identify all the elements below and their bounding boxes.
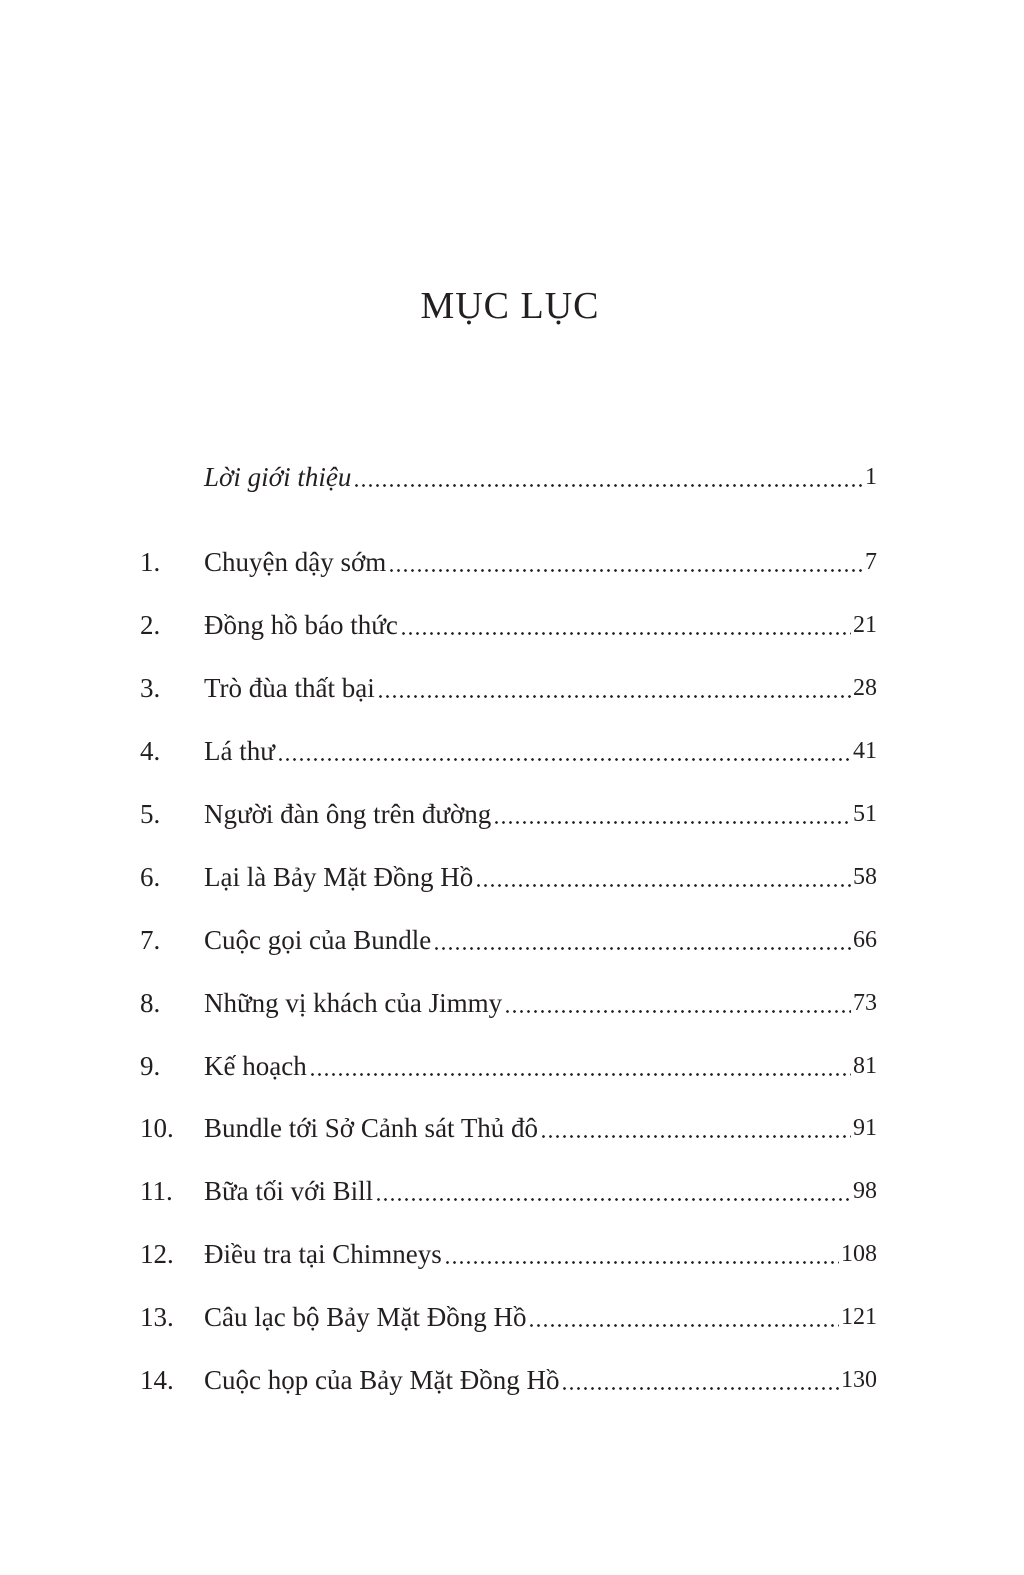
dot-leader — [375, 1173, 851, 1209]
dot-leader — [528, 1299, 839, 1335]
toc-entry-title: Lời giới thiệu — [204, 462, 352, 492]
toc-entry-title: Kế hoạch — [204, 1051, 307, 1081]
dot-leader — [561, 1362, 839, 1398]
toc-entry-number: 1. — [140, 547, 161, 577]
toc-entry-page: 73 — [853, 990, 877, 1016]
toc-entry[interactable] — [140, 792, 877, 832]
page-title: MỤC LỤC — [420, 285, 600, 327]
toc-entry-title: Trò đùa thất bại — [204, 673, 375, 703]
toc-entry-title: Lại là Bảy Mặt Đồng Hồ — [204, 862, 474, 892]
toc-entry-page: 121 — [841, 1304, 877, 1330]
dot-leader — [388, 544, 863, 580]
toc-entry-number: 12. — [140, 1239, 174, 1269]
toc-entry[interactable] — [140, 1232, 877, 1272]
toc-entry-number: 13. — [140, 1302, 174, 1332]
toc-entry[interactable] — [140, 540, 877, 580]
toc-entry-title: Những vị khách của Jimmy — [204, 988, 503, 1018]
toc-entry-page: 58 — [853, 864, 877, 890]
dot-leader — [493, 796, 851, 832]
toc-entry-title: Lá thư — [204, 736, 275, 766]
toc-entry-title: Điều tra tại Chimneys — [204, 1239, 442, 1269]
toc-entry-page: 66 — [853, 927, 877, 953]
toc-entry-number: 14. — [140, 1365, 174, 1395]
dot-leader — [433, 922, 851, 958]
toc-entry[interactable] — [140, 666, 877, 706]
toc-entry-page: 21 — [853, 612, 877, 638]
toc-entry-title: Câu lạc bộ Bảy Mặt Đồng Hồ — [204, 1302, 527, 1332]
toc-entry-number: 7. — [140, 925, 161, 955]
dot-leader — [475, 859, 851, 895]
toc-entry-page: 7 — [865, 549, 877, 575]
toc-entry-number: 5. — [140, 799, 161, 829]
toc-entry-number: 3. — [140, 673, 161, 703]
toc-entry[interactable] — [140, 855, 877, 895]
toc-entry-number: 4. — [140, 736, 161, 766]
toc-entry[interactable] — [140, 1044, 877, 1084]
toc-entry-number: 10. — [140, 1113, 174, 1143]
toc-entry-page: 91 — [853, 1115, 877, 1141]
toc-entry-title: Cuộc họp của Bảy Mặt Đồng Hồ — [204, 1365, 560, 1395]
toc-entry-page: 51 — [853, 801, 877, 827]
toc-entry[interactable] — [140, 981, 877, 1021]
toc-entry-number: 9. — [140, 1051, 161, 1081]
toc-entry[interactable] — [140, 1169, 877, 1209]
toc-entry-number: 8. — [140, 988, 161, 1018]
toc-entry-number: 2. — [140, 610, 161, 640]
toc-entry-intro[interactable] — [140, 455, 877, 495]
toc-entry[interactable] — [140, 918, 877, 958]
toc-entry-page: 108 — [841, 1241, 877, 1267]
dot-leader — [504, 985, 851, 1021]
dot-leader — [353, 459, 863, 495]
toc-entry-title: Đồng hồ báo thức — [204, 610, 398, 640]
dot-leader — [540, 1110, 851, 1146]
toc-entry-page: 41 — [853, 738, 877, 764]
toc-entry-number: 11. — [140, 1176, 173, 1206]
dot-leader — [444, 1236, 839, 1272]
dot-leader — [309, 1048, 851, 1084]
toc-entry-page: 98 — [853, 1178, 877, 1204]
toc-entry[interactable] — [140, 1106, 877, 1146]
toc-entry[interactable] — [140, 1295, 877, 1335]
toc-entry-page: 28 — [853, 675, 877, 701]
toc-entry-title: Bữa tối với Bill — [204, 1176, 374, 1206]
toc-entry-page: 81 — [853, 1053, 877, 1079]
toc-entry-page: 1 — [865, 464, 877, 490]
toc-entry-title: Cuộc gọi của Bundle — [204, 925, 432, 955]
toc-entry[interactable] — [140, 729, 877, 769]
toc-entry-page: 130 — [841, 1367, 877, 1393]
toc-entry-number: 6. — [140, 862, 161, 892]
dot-leader — [400, 607, 851, 643]
dot-leader — [377, 670, 851, 706]
toc-entry-title: Người đàn ông trên đường — [204, 799, 492, 829]
toc-entry[interactable] — [140, 603, 877, 643]
dot-leader — [277, 733, 851, 769]
toc-entry-title: Bundle tới Sở Cảnh sát Thủ đô — [204, 1113, 539, 1143]
toc-entry[interactable] — [140, 1358, 877, 1398]
toc-entry-title: Chuyện dậy sớm — [204, 547, 387, 577]
